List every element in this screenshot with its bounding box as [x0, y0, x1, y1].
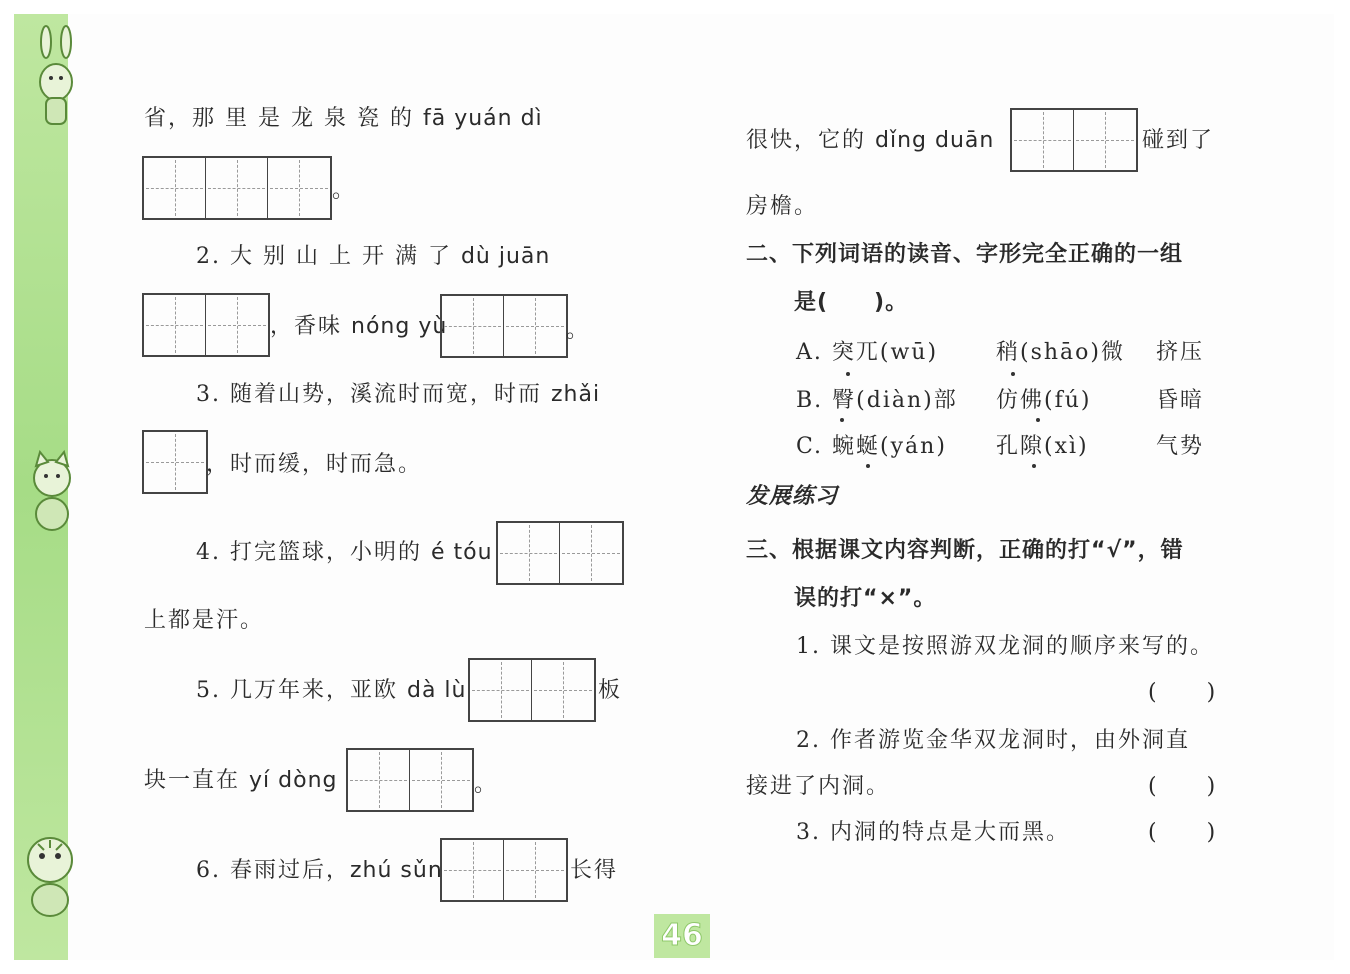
- q2-mid: ，香味 nóng yù: [270, 314, 448, 339]
- answer-grid-q1[interactable]: [142, 156, 332, 220]
- q1-end: 。: [332, 178, 357, 203]
- option-b-3: 昏暗: [1156, 388, 1205, 413]
- q4-text: 4. 打完篮球，小明的 é tóu: [196, 540, 493, 565]
- option-b-2: 仿佛(fú): [996, 388, 1092, 413]
- answer-grid-q2a[interactable]: [142, 293, 270, 357]
- q6-after: 长得: [570, 858, 619, 883]
- emphasis-dot: [840, 418, 844, 422]
- q7-after: 碰到了: [1142, 128, 1215, 153]
- answer-grid-q5a[interactable]: [468, 658, 596, 722]
- judge-item-1: 1. 课文是按照游双龙洞的顺序来写的。: [796, 634, 1214, 659]
- judge-paren-2[interactable]: ( ): [1148, 774, 1218, 799]
- page-number: 46: [654, 914, 710, 958]
- judge-paren-3[interactable]: ( ): [1148, 820, 1218, 845]
- option-b-1: B. 臀(diàn)部: [796, 388, 958, 413]
- judge-item-2: 2. 作者游览金华双龙洞时，由外洞直: [796, 728, 1190, 753]
- tiger-mascot-icon: [16, 820, 86, 920]
- cat-mascot-icon: [18, 448, 88, 534]
- q4-after: 上都是汗。: [144, 608, 265, 633]
- answer-grid-q2b[interactable]: [440, 294, 568, 358]
- q7-line2: 房檐。: [746, 194, 819, 219]
- emphasis-dot: [866, 464, 870, 468]
- option-a-1: A. 突兀(wū): [796, 340, 939, 365]
- option-a-3: 挤压: [1156, 340, 1205, 365]
- section3-title-line2: 误的打“×”。: [794, 586, 937, 611]
- emphasis-dot: [846, 372, 850, 376]
- judge-item-2-line2: 接进了内洞。: [746, 774, 891, 799]
- q3-after: ，时而缓，时而急。: [206, 452, 423, 477]
- q3-text: 3. 随着山势，溪流时而宽，时而 zhǎi: [196, 382, 601, 407]
- answer-grid-q4[interactable]: [496, 521, 624, 585]
- answer-grid-q7[interactable]: [1010, 108, 1138, 172]
- q2-end: 。: [566, 318, 591, 343]
- judge-paren-1[interactable]: ( ): [1148, 680, 1218, 705]
- section2-title: 二、下列词语的读音、字形完全正确的一组: [746, 242, 1184, 267]
- answer-grid-q3[interactable]: [142, 430, 208, 494]
- answer-grid-q6[interactable]: [440, 838, 568, 902]
- q5-line2: 块一直在 yí dòng: [144, 768, 338, 793]
- development-practice-heading: 发展练习: [746, 484, 839, 509]
- option-c-2: 孔隙(xì): [996, 434, 1089, 459]
- q5-after: 板: [598, 678, 623, 703]
- section3-title: 三、根据课文内容判断，正确的打“√”，错: [746, 538, 1184, 563]
- q2-text: 2. 大 别 山 上 开 满 了 dù juān: [196, 244, 551, 269]
- emphasis-dot: [1011, 372, 1015, 376]
- q5-end: 。: [474, 772, 499, 797]
- option-c-3: 气势: [1156, 434, 1205, 459]
- judge-item-3: 3. 内洞的特点是大而黑。: [796, 820, 1070, 845]
- emphasis-dot: [1032, 464, 1036, 468]
- q6-text: 6. 春雨过后，zhú sǔn: [196, 858, 443, 883]
- rabbit-mascot-icon: [16, 22, 94, 132]
- emphasis-dot: [1036, 418, 1040, 422]
- q1-text: 省，那 里 是 龙 泉 瓷 的 fā yuán dì: [144, 106, 543, 131]
- option-a-2: 稍(shāo)微: [996, 340, 1125, 365]
- answer-grid-q5b[interactable]: [346, 748, 474, 812]
- option-c-1: C. 蜿蜒(yán): [796, 434, 947, 459]
- q7-text: 很快，它的 dǐng duān: [746, 128, 995, 153]
- section2-title-line2: 是( )。: [794, 290, 909, 315]
- q5-text: 5. 几万年来，亚欧 dà lù: [196, 678, 467, 703]
